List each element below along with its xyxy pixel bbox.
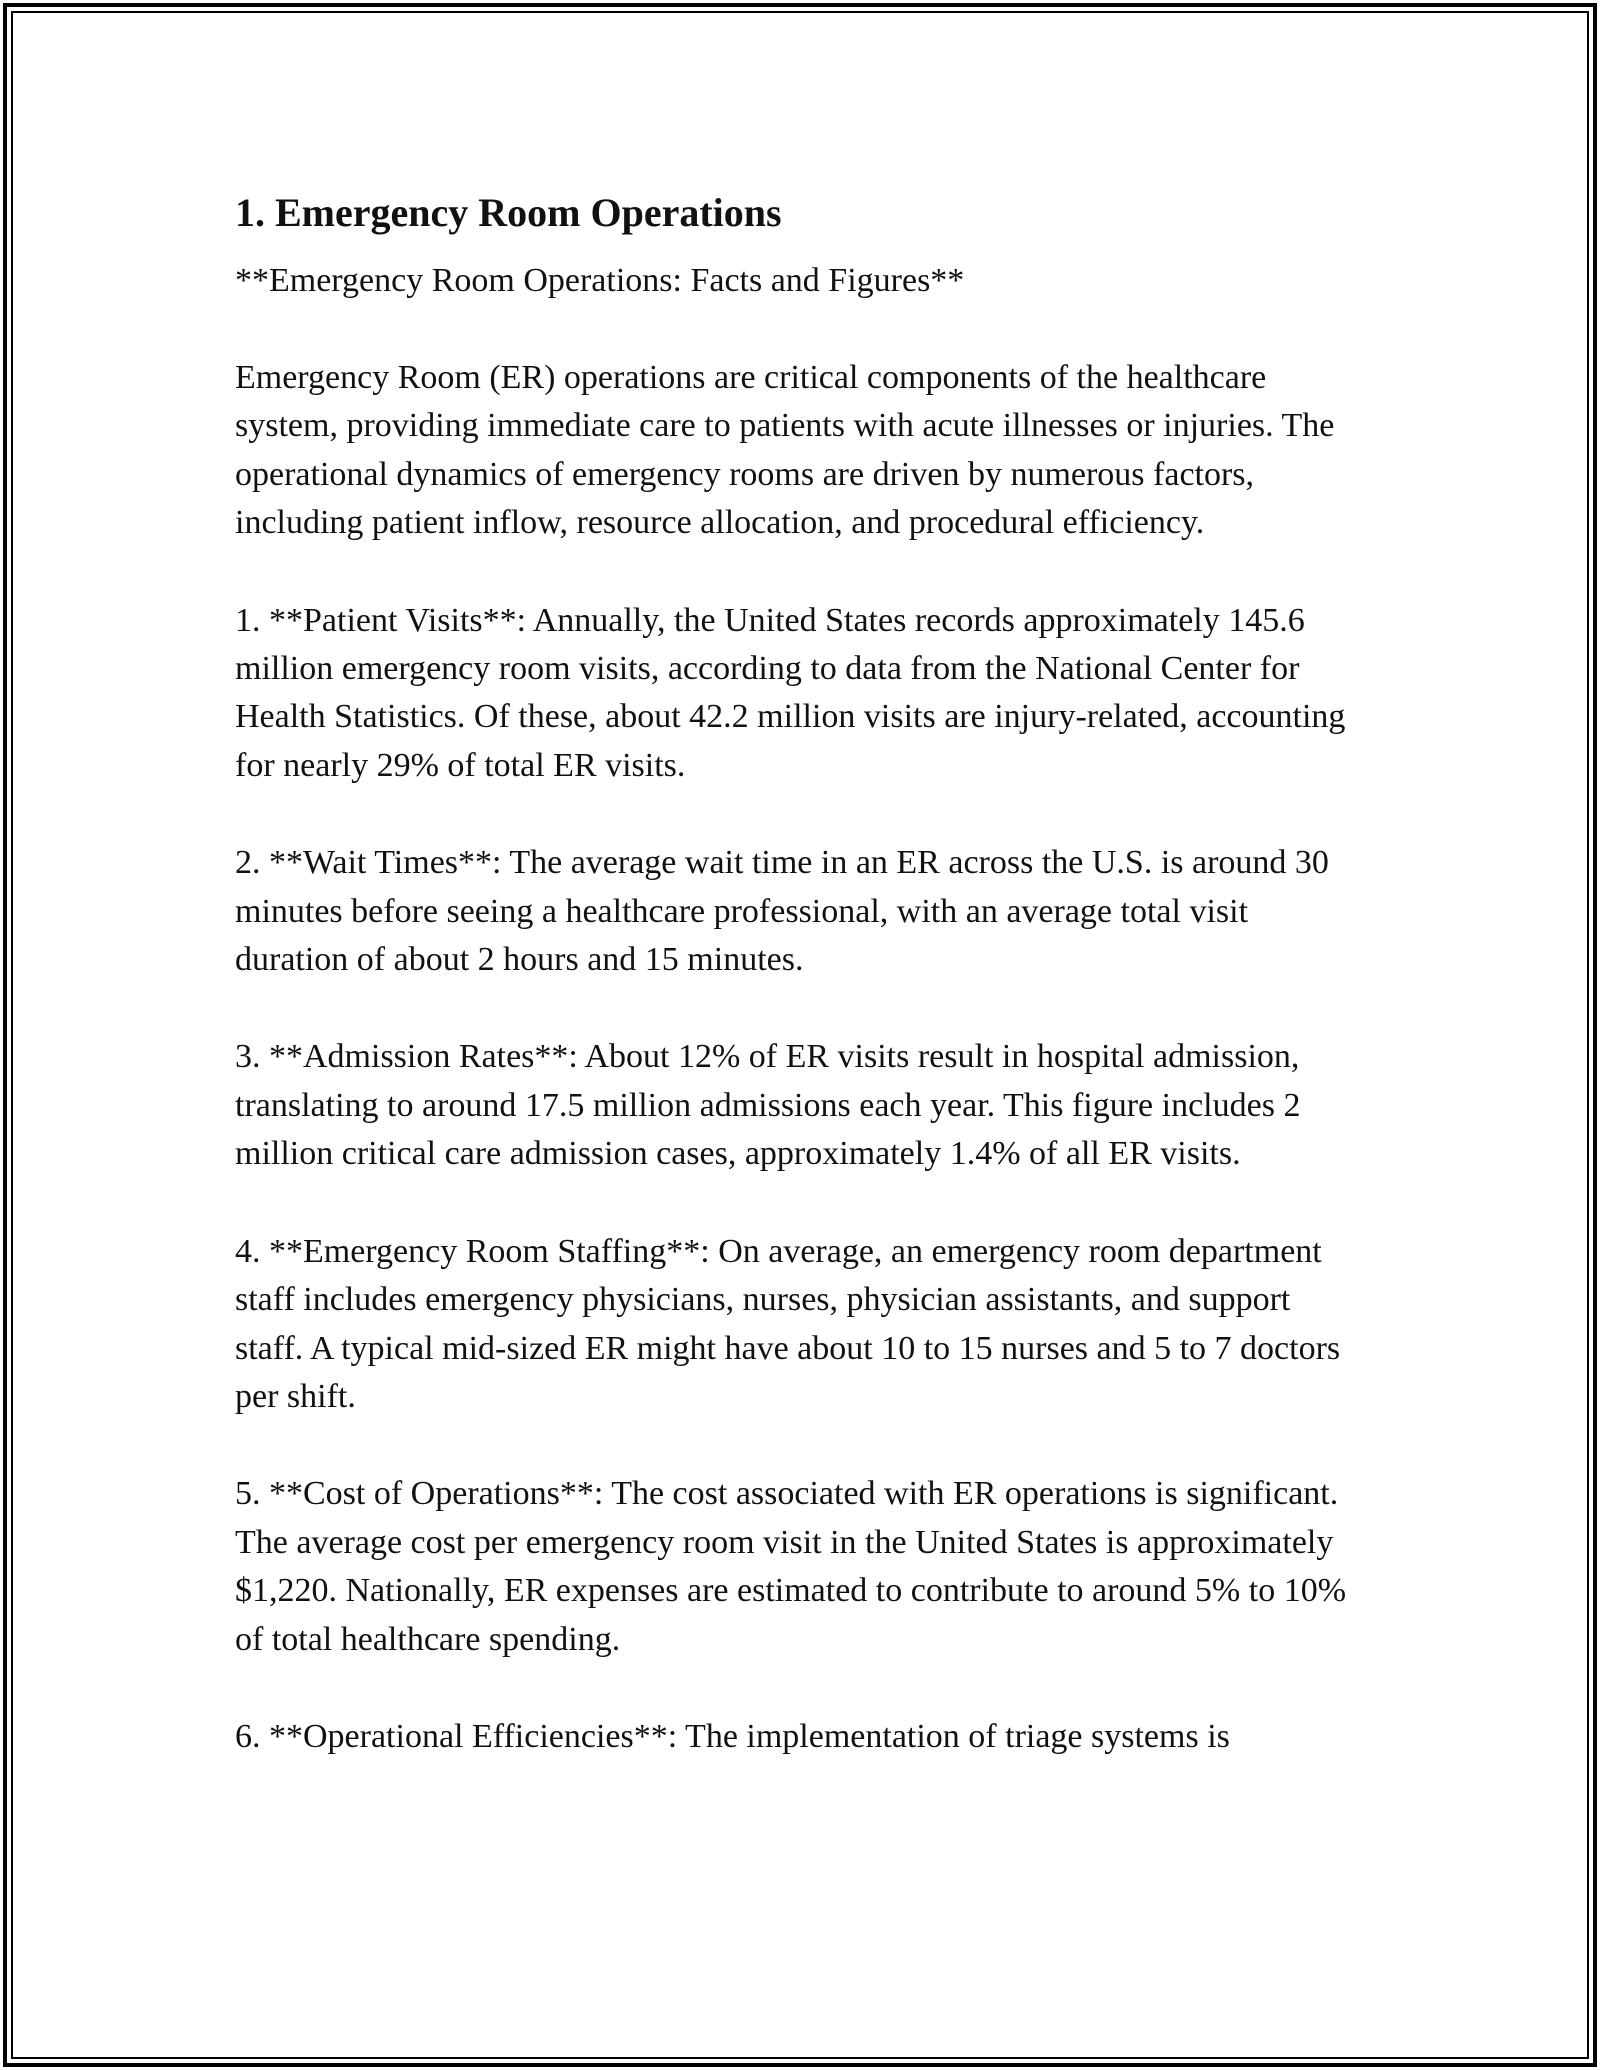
list-item-cost-of-operations: 5. **Cost of Operations**: The cost associated with ER operations is significant. The average cost per emergency room visit in the United States is approximately $1,220. Nationally, ER expenses are estimated to contribute to around 5% to 10% of total healthcare spending.: [235, 1475, 1347, 1658]
intro-paragraph: Emergency Room (ER) operations are critical components of the healthcare system, providing immediate care to patients with acute illnesses or injuries. The operational dynamics of emergency rooms are driven by numerous factors, including patient inflow, resource allocation, and procedural efficiency.: [235, 359, 1335, 542]
list-item-wait-times: 2. **Wait Times**: The average wait time in an ER across the U.S. is around 30 minutes before seeing a healthcare professional, with an average total visit duration of about 2 hours and 15 minutes.: [235, 844, 1329, 979]
section-subtitle: **Emergency Room Operations: Facts and Figures**: [235, 262, 965, 299]
section-heading: 1. Emergency Room Operations: [235, 190, 782, 235]
list-item-admission-rates: 3. **Admission Rates**: About 12% of ER visits result in hospital admission, translating to around 17.5 million admissions each year. This figure includes 2 million critical care admission cases, approximately 1.4% of all ER visits.: [235, 1038, 1301, 1173]
list-item-staffing: 4. **Emergency Room Staffing**: On average, an emergency room department staff includes emergency physicians, nurses, physician assistants, and support staff. A typical mid-sized ER might have about 10 to 15 nurses and 5 to 7 doctors per shift.: [235, 1232, 1341, 1415]
document-body: [235, 183, 1365, 1810]
list-item-patient-visits: 1. **Patient Visits**: Annually, the United States records approximately 145.6 million emergency room visits, according to data from the National Center for Health Statistics. Of these, about 42.2 million visits are injury-related, accounting for nearly 29% of total ER visits.: [235, 601, 1346, 784]
list-item-operational-efficiencies: 6. **Operational Efficiencies**: The implementation of triage systems is: [235, 1717, 1230, 1755]
